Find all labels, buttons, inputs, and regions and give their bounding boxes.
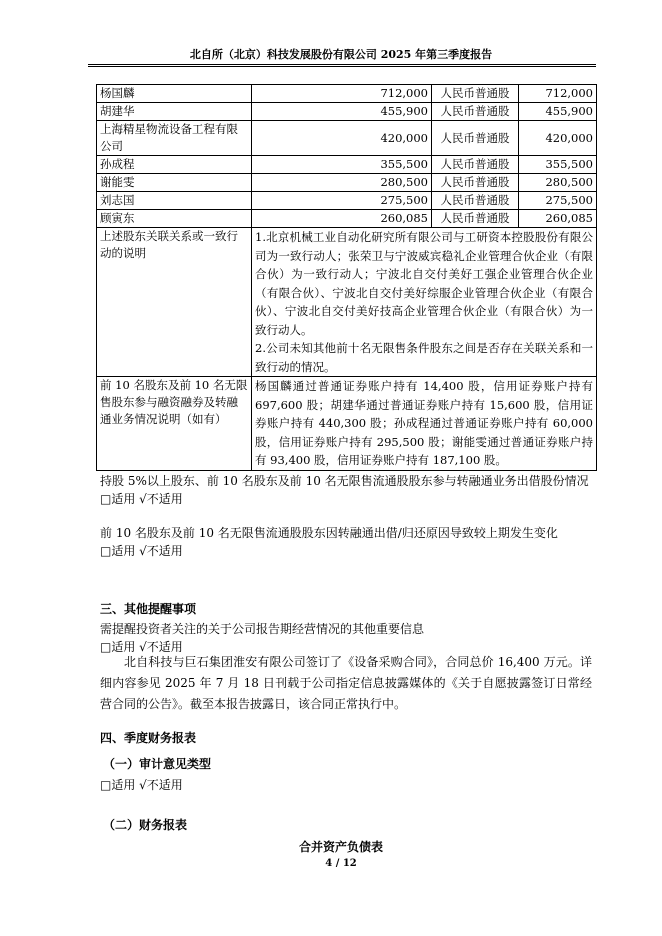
- holder-shares: 455,900: [252, 103, 432, 121]
- share-type: 人民币普通股: [432, 156, 519, 174]
- holder-name: 杨国麟: [97, 85, 252, 103]
- holder-name: 顾寅东: [97, 210, 252, 228]
- share-type: 人民币普通股: [432, 85, 519, 103]
- share-type: 人民币普通股: [432, 192, 519, 210]
- holder-shares: 420,000: [252, 121, 432, 156]
- share-count: 355,500: [519, 156, 597, 174]
- header-rule: [88, 64, 596, 65]
- relation-text-1: 1.北京机械工业自动化研究所有限公司与工研资本控股股份有限公司为一致行动人；张荣卫与宁波威宾稳礼企业管理合伙企业（有限合伙）为一致行动人；宁波北自交付美好工强企业管理合伙企业（有限合伙）、宁波北自交付美好综服企业管理合伙企业（有限合伙）、宁波北自交付美好技高企业管理合伙企业（有限合伙）为一致行动人。: [255, 230, 593, 337]
- page-number: 4 / 12: [325, 858, 357, 869]
- lending-option: □适用 √不适用: [100, 492, 183, 506]
- table-row: [97, 174, 597, 192]
- share-type: 人民币普通股: [432, 121, 519, 156]
- table-row: [97, 103, 597, 121]
- header-rule-double: [88, 66, 596, 67]
- share-count: 420,000: [519, 121, 597, 156]
- margin-label: 前 10 名股东及前 10 名无限售股东参与融资融券及转融通业务情况说明（如有）: [97, 377, 252, 471]
- page-header: 北自所（北京）科技发展股份有限公司 2025 年第三季度报告: [189, 48, 493, 61]
- section3-heading: 三、其他提醒事项: [100, 602, 197, 616]
- holder-shares: 280,500: [252, 174, 432, 192]
- section4-sub2: （二）财务报表: [103, 818, 188, 832]
- margin-text: 杨国麟通过普通证券账户持有 14,400 股，信用证券账户持有 697,600 股；胡建华通过普通证券账户持有 15,600 股，信用证券账户持有 440,300 股；孙成程通过普通证券账户持有 60,000 股，信用证券账户持有 295,500 股；谢能雯通过普通证券账户持有 93,400 股，信用证券账户持有 187,100 股。: [252, 377, 597, 471]
- share-count: 280,500: [519, 174, 597, 192]
- table-row: [97, 192, 597, 210]
- shareholders-table: [96, 84, 597, 471]
- holder-shares: 355,500: [252, 156, 432, 174]
- holder-shares: 712,000: [252, 85, 432, 103]
- share-type: 人民币普通股: [432, 103, 519, 121]
- relation-text-2: 2.公司未知其他前十名无限售条件股东之间是否存在关联关系和一致行动的情况。: [255, 341, 593, 374]
- share-type: 人民币普通股: [432, 210, 519, 228]
- lending-title: 持股 5%以上股东、前 10 名股东及前 10 名无限售流通股股东参与转融通业务出借股份情况: [100, 474, 589, 488]
- change-title: 前 10 名股东及前 10 名无限售流通股股东因转融通出借/归还原因导致较上期发生变化: [100, 526, 558, 540]
- share-count: 275,500: [519, 192, 597, 210]
- section3-paragraph: 北自科技与巨石集团淮安有限公司签订了《设备采购合同》，合同总价 16,400 万元。详细内容参见 2025 年 7 月 18 日刊载于公司指定信息披露媒体的《关于自愿披露签订日常经营合同的公告》。截至本报告披露日，该合同正常执行中。: [100, 655, 592, 711]
- table-row: [97, 156, 597, 174]
- table-row: [97, 210, 597, 228]
- change-option: □适用 √不适用: [100, 544, 183, 558]
- table-row: [97, 85, 597, 103]
- section3-desc: 需提醒投资者关注的关于公司报告期经营情况的其他重要信息: [100, 622, 425, 636]
- relation-row: [97, 228, 597, 377]
- holder-name: 刘志国: [97, 192, 252, 210]
- share-count: 260,085: [519, 210, 597, 228]
- section4-heading: 四、季度财务报表: [100, 731, 197, 745]
- holder-shares: 260,085: [252, 210, 432, 228]
- holder-name: 上海精星物流设备工程有限公司: [97, 121, 252, 156]
- holder-name: 谢能雯: [97, 174, 252, 192]
- section4-sub1: （一）审计意见类型: [103, 757, 212, 771]
- table-row: [97, 121, 597, 156]
- relation-label: 上述股东关联关系或一致行动的说明: [97, 228, 252, 377]
- holder-name: 孙成程: [97, 156, 252, 174]
- section3-option: □适用 √不适用: [100, 640, 183, 654]
- share-type: 人民币普通股: [432, 174, 519, 192]
- relation-text: [252, 228, 597, 377]
- share-count: 712,000: [519, 85, 597, 103]
- holder-shares: 275,500: [252, 192, 432, 210]
- share-count: 455,900: [519, 103, 597, 121]
- holder-name: 胡建华: [97, 103, 252, 121]
- section4-sub1-option: □适用 √不适用: [100, 778, 183, 792]
- balance-sheet-title: 合并资产负债表: [298, 840, 383, 854]
- margin-row: [97, 377, 597, 471]
